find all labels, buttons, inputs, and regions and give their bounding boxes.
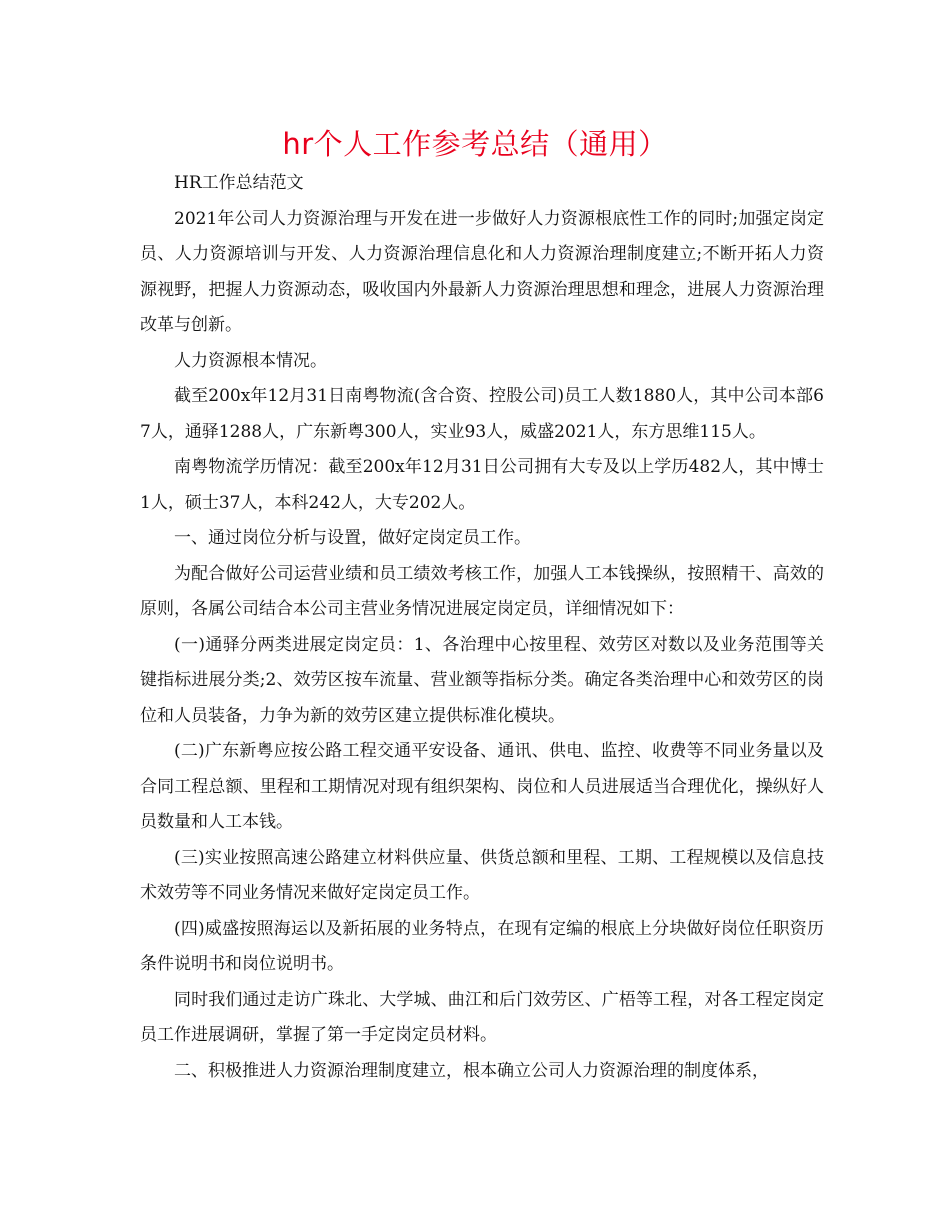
paragraph-subtitle: HR工作总结范文 xyxy=(174,173,304,193)
paragraph-research: 同时我们通过走访广珠北、大学城、曲江和后门效劳区、广梧等工程，对各工程定岗定员工作进展调研，掌握了第一手定岗定员材料。 xyxy=(140,989,824,1045)
paragraph-staffing-overview: 为配合做好公司运营业绩和员工绩效考核工作，加强人工本钱操纵，按照精干、高效的原则，各属公司结合本公司主营业务情况进展定岗定员，详细情况如下： xyxy=(140,563,824,619)
section-heading-2: 二、积极推进人力资源治理制度建立，根本确立公司人力资源治理的制度体系， xyxy=(174,1060,769,1081)
paragraph-item-3: (三)实业按照高速公路建立材料供应量、供货总额和里程、工期、工程规模以及信息技术效劳等不同业务情况来做好定岗定员工作。 xyxy=(140,847,824,903)
paragraph-item-1: (一)通驿分两类进展定岗定员：1、各治理中心按里程、效劳区对数以及业务范围等关键指标进展分类;2、效劳区按车流量、营业额等指标分类。确定各类治理中心和效劳区的岗位和人员装备，力争为新的效劳区建立提供标准化模块。 xyxy=(140,634,824,726)
paragraph-item-4: (四)威盛按照海运以及新拓展的业务特点，在现有定编的根底上分块做好岗位任职资历条件说明书和岗位说明书。 xyxy=(140,918,824,974)
paragraph-headcount: 截至200x年12月31日南粤物流(含合资、控股公司)员工人数1880人，其中公司本部67人，通驿1288人，广东新粤300人，实业93人，威盛2021人，东方思维115人。 xyxy=(140,386,824,442)
document-body xyxy=(140,166,824,1089)
paragraph-heading-basic-situation: 人力资源根本情况。 xyxy=(174,350,327,371)
paragraph-item-2: (二)广东新粤应按公路工程交通平安设备、通讯、供电、监控、收费等不同业务量以及合同工程总额、里程和工期情况对现有组织架构、岗位和人员进展适当合理优化，操纵好人员数量和人工本钱。 xyxy=(140,741,824,832)
document-title: hr个人工作参考总结（通用） xyxy=(282,127,668,161)
paragraph-education: 南粤物流学历情况：截至200x年12月31日公司拥有大专及以上学历482人，其中博士1人，硕士37人，本科242人，大专202人。 xyxy=(140,457,824,513)
section-heading-1: 一、通过岗位分析与设置，做好定岗定员工作。 xyxy=(174,528,531,548)
paragraph-intro: 2021年公司人力资源治理与开发在进一步做好人力资源根底性工作的同时;加强定岗定员、人力资源培训与开发、人力资源治理信息化和人力资源治理制度建立;不断开拓人力资源视野，把握人力资源动态，吸收国内外最新人力资源治理思想和理念，进展人力资源治理改革与创新。 xyxy=(140,208,824,335)
